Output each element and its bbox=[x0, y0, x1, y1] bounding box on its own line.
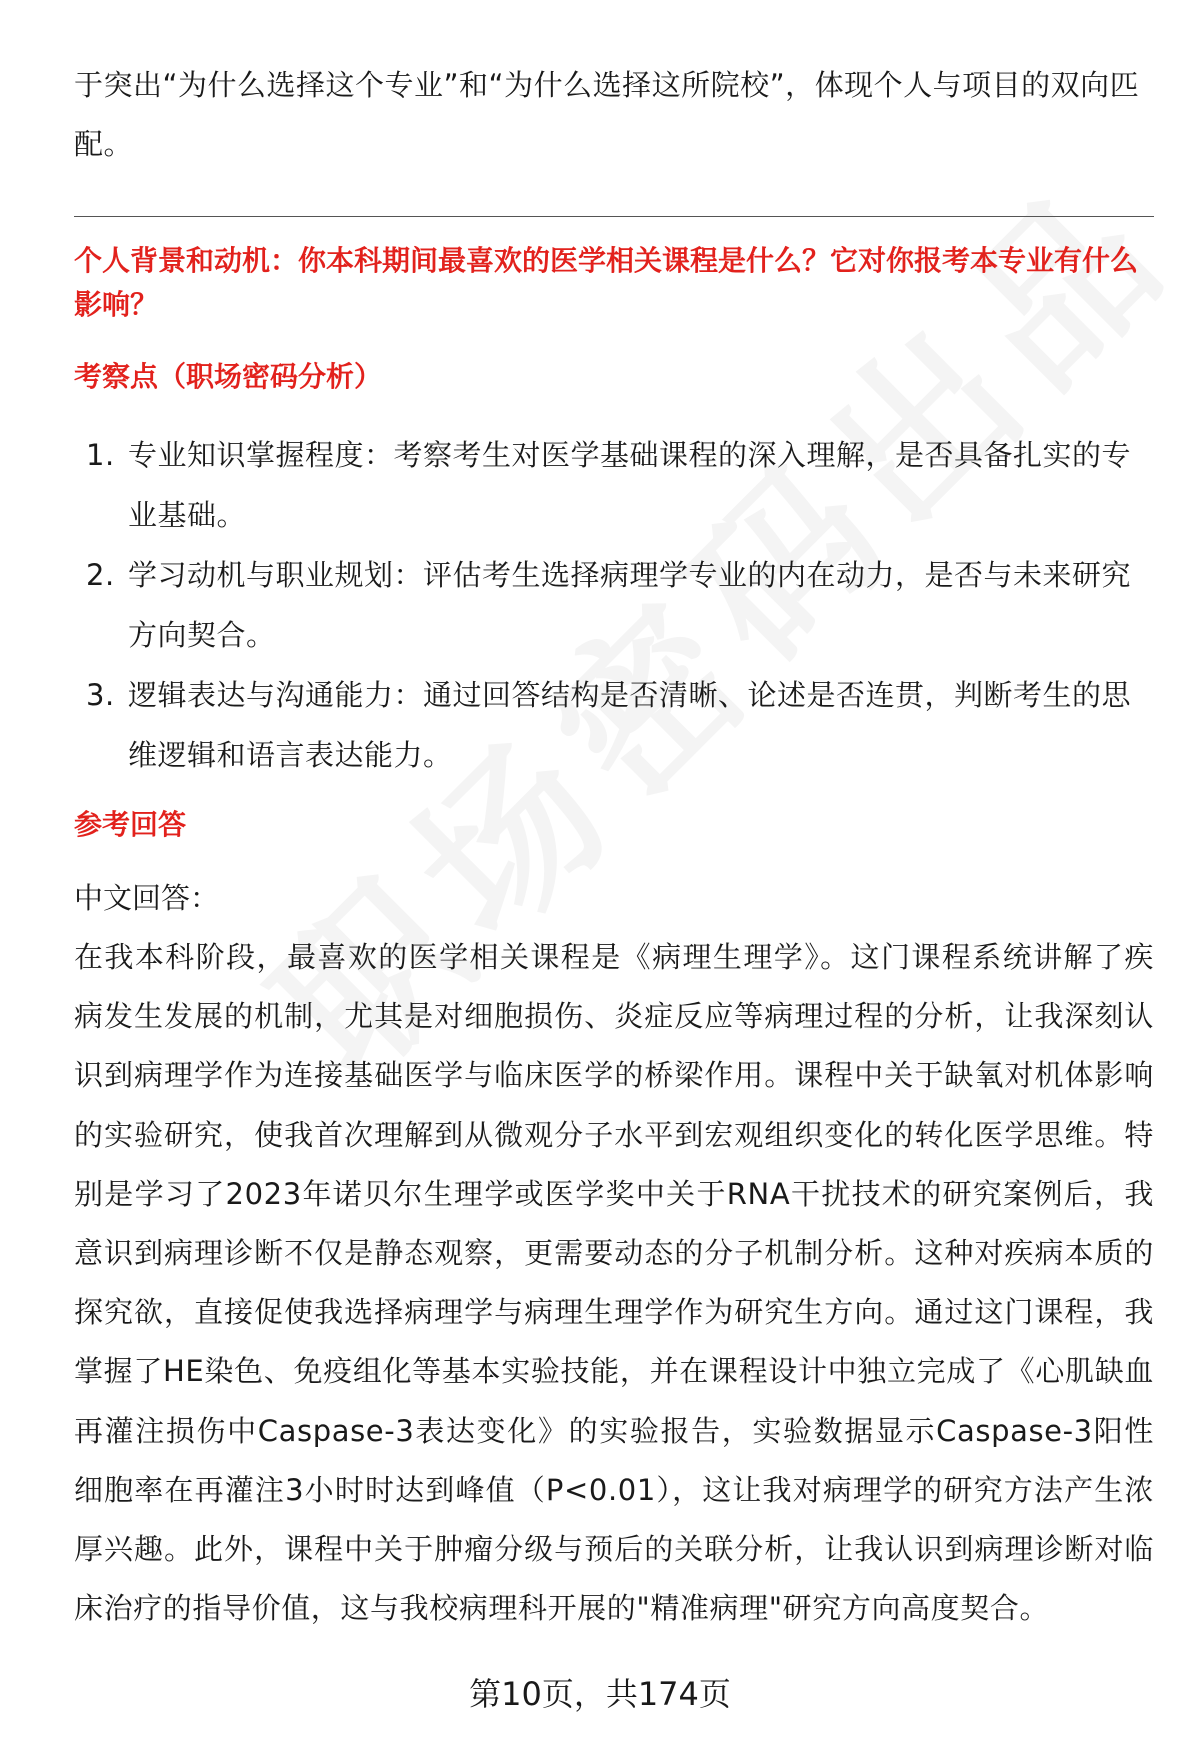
page-number-footer: 第10页，共174页 bbox=[469, 1675, 731, 1713]
list-text: 学习动机与职业规划：评估考生选择病理学专业的内在动力，是否与未来研究方向契合。 bbox=[128, 558, 1132, 652]
interview-question: 个人背景和动机：你本科期间最喜欢的医学相关课程是什么？它对你报考本专业有什么影响？ bbox=[74, 244, 1139, 321]
list-item bbox=[74, 425, 1154, 545]
list-number: 1. bbox=[86, 438, 115, 472]
exam-points-heading: 考察点（职场密码分析） bbox=[74, 360, 383, 393]
list-text: 专业知识掌握程度：考察考生对医学基础课程的深入理解，是否具备扎实的专业基础。 bbox=[128, 438, 1132, 532]
list-text: 逻辑表达与沟通能力：通过回答结构是否清晰、论述是否连贯，判断考生的思维逻辑和语言表达能力。 bbox=[128, 678, 1132, 772]
list-item bbox=[74, 665, 1154, 785]
page-content bbox=[74, 56, 1154, 1638]
exam-points-list bbox=[74, 425, 1154, 785]
reference-answer-heading: 参考回答 bbox=[74, 808, 187, 841]
intro-continuation: 于突出“为什么选择这个专业”和“为什么选择这所院校”，体现个人与项目的双向匹配。 bbox=[74, 68, 1140, 161]
section-divider bbox=[74, 216, 1154, 217]
list-number: 2. bbox=[86, 558, 115, 592]
answer-label: 中文回答： bbox=[74, 881, 220, 915]
list-item bbox=[74, 545, 1154, 665]
list-number: 3. bbox=[86, 678, 115, 712]
answer-body: 在我本科阶段，最喜欢的医学相关课程是《病理生理学》。这门课程系统讲解了疾病发生发展的机制，尤其是对细胞损伤、炎症反应等病理过程的分析，让我深刻认识到病理学作为连接基础医学与临床医学的桥梁作用。课程中关于缺氧对机体影响的实验研究，使我首次理解到从微观分子水平到宏观组织变化的转化医学思维。特别是学习了2023年诺贝尔生理学或医学奖中关于RNA干扰技术的研究案例后，我意识到病理诊断不仅是静态观察，更需要动态的分子机制分析。这种对疾病本质的探究欲，直接促使我选择病理学与病理生理学作为研究生方向。通过这门课程，我掌握了HE染色、免疫组化等基本实验技能，并在课程设计中独立完成了《心肌缺血再灌注损伤中Caspase-3表达变化》的实验报告，实验数据显示Caspase-3阳性细胞率在再灌注3小时时达到峰值（P<0.01），这让我对病理学的研究方法产生浓厚兴趣。此外，课程中关于肿瘤分级与预后的关联分析，让我认识到病理诊断对临床治疗的指导价值，这与我校病理科开展的"精准病理"研究方向高度契合。 bbox=[74, 940, 1154, 1626]
